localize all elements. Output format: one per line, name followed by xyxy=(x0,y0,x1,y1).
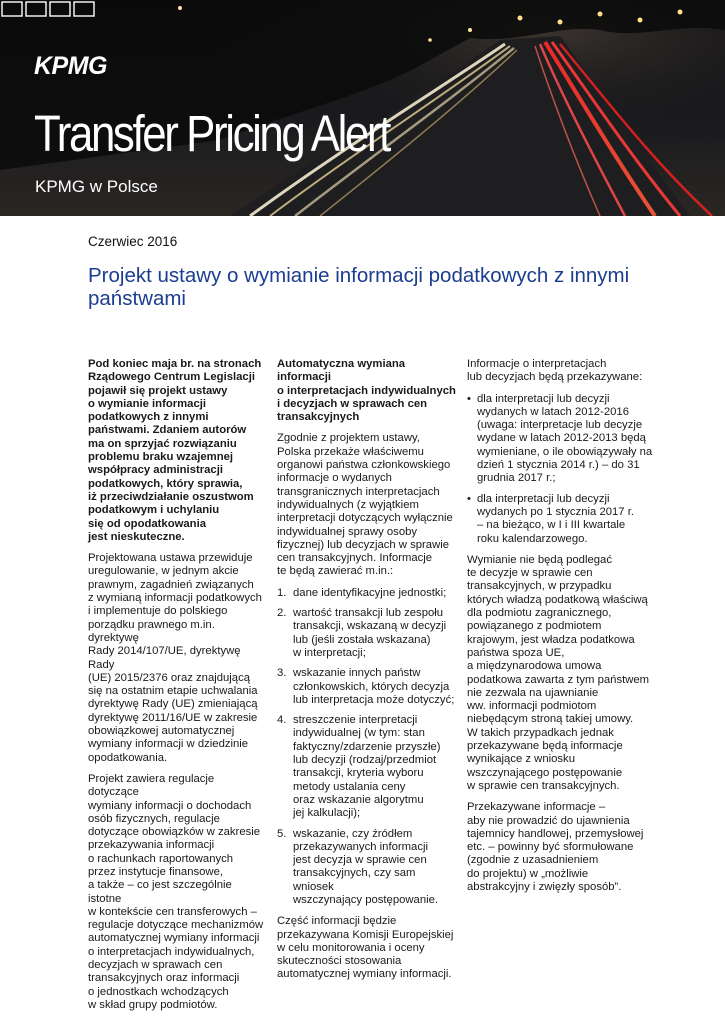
bullet-list xyxy=(467,393,657,546)
column-2 xyxy=(277,358,459,990)
body-paragraph: Projektowana ustawa przewiduje uregulowanie, w jednym akcie prawnym, zagadnień związanych z wymianą informacji podatkowych i implementuje do polskiego porządku prawnego m.in. dyrektywę Rady 2014/107/UE, dyrektywę Rady (UE) 2015/2376 oraz znajdującą się na ostatnim etapie uchwalania dyrektywę Rady (UE) zmieniającą dyrektywę 2011/16/UE w zakresie obowiązkowej automatycznej wymiany informacji w dziedzinie opodatkowania. xyxy=(88,552,262,764)
list-item: • dla interpretacji lub decyzji wydanych w latach 2012-2016 (uwaga: interpretacje lub decyzje wydane w latach 2012-2013 będą wymieniane, o ile obowiązywały na dzień 1 stycznia 2014 r.) – do 31 grudnia 2017 r.; xyxy=(467,392,653,485)
list-item: 5. wskazanie, czy źródłem przekazywanych informacji jest decyzja w sprawie cen transakcyjnych, czy sam wniosek wszczynający postępowanie. xyxy=(277,827,439,906)
list-item: 1. dane identyfikacyjne jednostki; xyxy=(277,586,447,599)
list-item: • dla interpretacji lub decyzji wydanych po 1 stycznia 2017 r. – na bieżąco, w I i III kwartale roku kalendarzowego. xyxy=(467,492,634,545)
list-item: 3. wskazanie innych państw członkowskich, których decyzja lub interpretacja może dotyczyć; xyxy=(277,667,455,706)
bullet-icon: • xyxy=(467,392,471,405)
body-paragraph: Przekazywane informacje – aby nie prowadzić do ujawnienia tajemnicy handlowej, przemysłowej etc. – powinny być sformułowane (zgodnie z uzasadnieniem do projektu) w „możliwie abstrakcyjny i zwięzły sposób”. xyxy=(467,801,644,893)
body-paragraph: Wymianie nie będą podlegać te decyzje w sprawie cen transakcyjnych, w przypadku których władzą podatkową właściwą dla podmiotu zagranicznego, powiązanego z podmiotem krajowym, jest władza podatkowa państwa spoza UE, a międzynarodowa umowa podatkowa zawarta z tym państwem nie zezwala na ujawnianie ww. informacji podmiotom niebędącym stroną takiej umowy. W takich przypadkach jednak przekazywane będą informacje wynikające z wniosku wszczynającego postępowanie w sprawie cen transakcyjnych. xyxy=(467,553,650,792)
body-paragraph: Projekt zawiera regulacje dotyczące wymiany informacji o dochodach osób fizycznych, regulacje dotyczące obowiązków w zakresie przekazywania informacji o rachunkach raportowanych przez instytucje finansowe, a także – co jest szczególnie istotne w kontekście cen transferowych – regulacje dotyczące mechanizmów automatycznej wymiany informacji o interpretacjach indywidualnych, decyzjach w sprawach cen transakcyjnych oraz informacji o jednostkach wchodzących w skład grupy podmiotów. xyxy=(88,772,264,1011)
kpmg-logo-icon xyxy=(0,0,96,42)
list-item: 4. streszczenie interpretacji indywidualnej (w tym: stan faktyczny/zdarzenie przyszłe) lub decyzji (rodzaj/przedmiot transakcji, kryteria wyboru metody ustalania ceny oraz wskazanie algorytmu jej kalkulacji); xyxy=(277,714,441,820)
header-banner xyxy=(0,0,725,216)
section-heading: Automatyczna wymiana informacji o interpretacjach indywidualnych i decyzjach w sprawach cen transakcyjnych xyxy=(277,358,456,424)
body-paragraph: Zgodnie z projektem ustawy, Polska przekaże właściwemu organowi państwa członkowskiego informacje o wydanych transgranicznych interpretacjach indywidualnych (z wyjątkiem interpretacji dotyczących wyłącznie indywidualnej sprawy osoby fizycznej) lub decyzjach w sprawie cen transakcyjnych. Informacje te będą zawierać m.in.: xyxy=(277,432,453,578)
publication-date: Czerwiec 2016 xyxy=(88,234,178,249)
body-paragraph: Część informacji będzie przekazywana Komisji Europejskiej w celu monitorowania i oceny skuteczności stosowania automatycznej wymiany informacji. xyxy=(277,915,454,981)
banner-title: Transfer Pricing Alert xyxy=(34,105,389,162)
kpmg-logo-text: KPMG xyxy=(34,52,107,80)
list-item: 2. wartość transakcji lub zespołu transakcji, wskazaną w decyzji lub (jeśli została wskazana) w interpretacji; xyxy=(277,607,447,659)
bullet-icon: • xyxy=(467,492,471,505)
banner-subtitle: KPMG w Polsce xyxy=(35,177,158,196)
lead-paragraph: Pod koniec maja br. na stronach Rządowego Centrum Legislacji pojawił się projekt ustawy o wymianie informacji podatkowych z innymi państwami. Zdaniem autorów ma on sprzyjać rozwiązaniu problemu braku wzajemnej współpracy administracji podatkowych, który sprawia, iż przeciwdziałanie oszustwom podatkowym i uchylaniu się od opodatkowania jest nieskuteczne. xyxy=(88,358,262,543)
column-1 xyxy=(88,358,266,1020)
numbered-list xyxy=(277,587,459,908)
body-paragraph: Informacje o interpretacjach lub decyzjach będą przekazywane: xyxy=(467,358,643,384)
page-title: Projekt ustawy o wymianie informacji podatkowych z innymi państwami xyxy=(88,264,630,310)
column-3 xyxy=(467,358,657,902)
